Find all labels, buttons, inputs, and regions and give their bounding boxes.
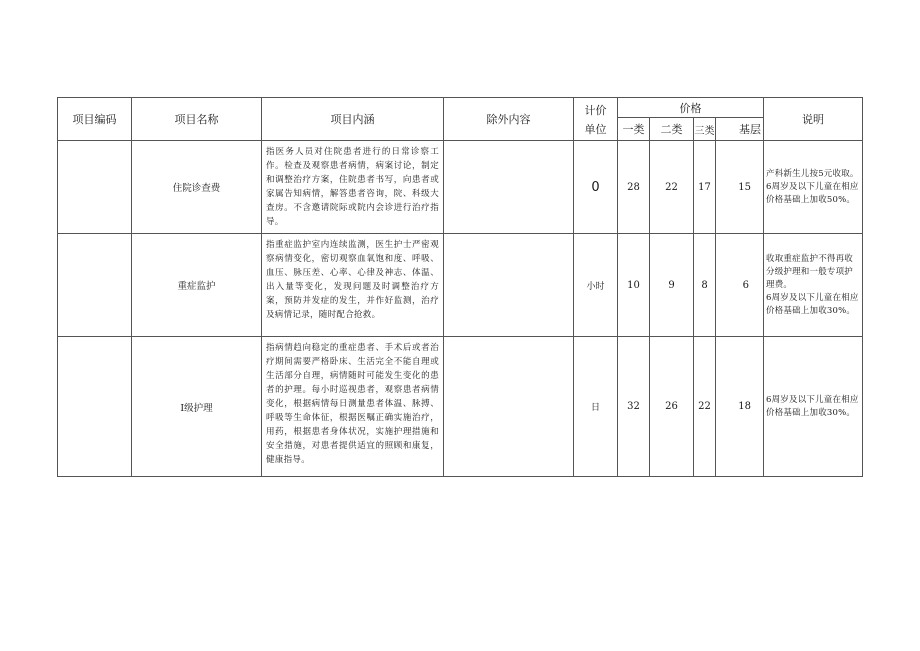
- row-note-line2: 6周岁及以下儿童在相应价格基础上加收30%。: [766, 292, 859, 316]
- table-row: [58, 337, 863, 477]
- table-row: [58, 234, 863, 337]
- header-class3: 三类: [694, 118, 716, 141]
- row-note-line1: 6周岁及以下儿童在相应价格基础上加收30%。: [766, 394, 859, 418]
- row-price-class1: 10: [618, 234, 650, 337]
- row-note: [764, 141, 863, 234]
- header-unit-line1: 计价: [584, 103, 607, 117]
- header-excluded: 除外内容: [444, 98, 574, 141]
- row-note: [764, 337, 863, 477]
- table-row: [58, 141, 863, 234]
- header-class2: 二类: [650, 118, 694, 141]
- row-name: I级护理: [132, 337, 262, 477]
- row-name: 住院诊查费: [132, 141, 262, 234]
- row-price-class3: 8: [694, 234, 716, 337]
- row-excluded: [444, 234, 574, 337]
- row-content: 指病情趋向稳定的重症患者、手术后或者治疗期间需要严格卧床、生活完全不能自理或生活部分自理，病情随时可能发生变化的患者的护理。每小时巡视患者，观察患者病情变化，根据病情每日测量患者体温、脉搏、呼吸等生命体征，根据医嘱正确实施治疗，用药，根据患者身体状况，实施护理措施和安全措施，对患者提供适宜的照顾和康复，健康指导。: [262, 337, 444, 477]
- header-name: 项目名称: [132, 98, 262, 141]
- row-price-basic: 6: [716, 234, 764, 337]
- header-class1: 一类: [618, 118, 650, 141]
- header-note: 说明: [764, 98, 863, 141]
- row-price-class1: 28: [618, 141, 650, 234]
- row-name: 重症监护: [132, 234, 262, 337]
- row-code: [58, 337, 132, 477]
- row-price-class1: 32: [618, 337, 650, 477]
- row-note-line1: 产科新生儿按5元收取。: [766, 168, 859, 179]
- row-content: 指重症监护室内连续监测，医生护士严密观察病情变化，密切观察血氧饱和度、呼吸、血压、脉压差、心率、心律及神志、体温、出入量等变化，发现问题及时调整治疗方案，预防并发症的发生，并作好监测，治疗及病情记录，随时配合抢救。: [262, 234, 444, 337]
- header-content: 项目内涵: [262, 98, 444, 141]
- fee-table: [57, 97, 863, 477]
- row-price-class2: 22: [650, 141, 694, 234]
- row-excluded: [444, 141, 574, 234]
- row-code: [58, 234, 132, 337]
- header-unit-line2: 单位: [584, 122, 607, 136]
- row-price-basic: 15: [716, 141, 764, 234]
- header-unit: [574, 98, 618, 141]
- row-price-basic: 18: [716, 337, 764, 477]
- row-unit: 日: [574, 337, 618, 477]
- row-note: [764, 234, 863, 337]
- row-note-line1: 收取重症监护不得再收分级护理和一般专项护理费。: [766, 253, 854, 290]
- header-basic: 基层: [716, 118, 764, 141]
- row-price-class2: 9: [650, 234, 694, 337]
- header-row-1: [58, 98, 863, 118]
- row-price-class3: 22: [694, 337, 716, 477]
- row-note-line2: 6周岁及以下儿童在相应价格基础上加收50%。: [766, 181, 859, 205]
- header-price: 价格: [618, 98, 764, 118]
- row-code: [58, 141, 132, 234]
- row-excluded: [444, 337, 574, 477]
- header-code: 项目编码: [58, 98, 132, 141]
- row-content: 指医务人员对住院患者进行的日常诊察工作。检查及观察患者病情，病案讨论，制定和调整治疗方案，住院患者书写，向患者或家属告知病情，解答患者咨询，院、科级大查房。不含邀请院际或院内会诊进行治疗指导。: [262, 141, 444, 234]
- row-unit: 0: [574, 141, 618, 234]
- row-unit: 小时: [574, 234, 618, 337]
- row-price-class3: 17: [694, 141, 716, 234]
- row-price-class2: 26: [650, 337, 694, 477]
